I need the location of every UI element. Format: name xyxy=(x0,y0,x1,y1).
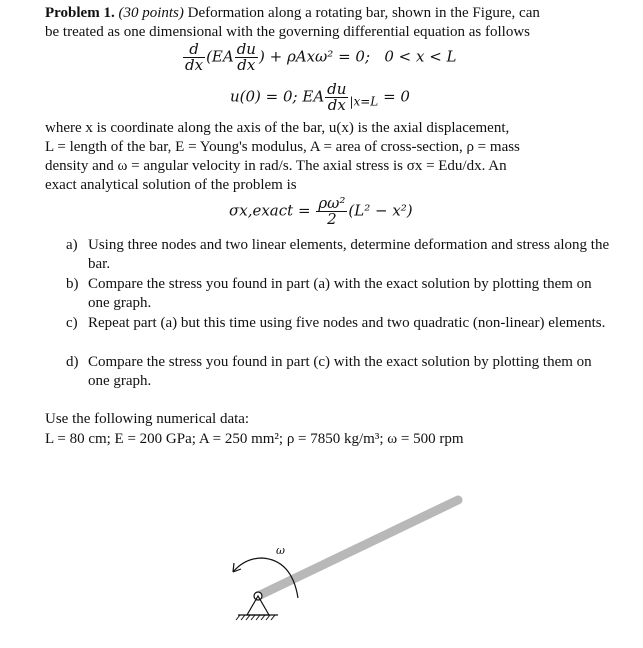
part-a: a) Using three nodes and two linear elements, determine deformation and stress along the bar. xyxy=(66,237,610,272)
bc-derivative: $\frac{du}{dx}$ xyxy=(327,80,347,114)
outer-derivative: $\frac{d}{dx}$ xyxy=(185,40,204,74)
problem-title: Problem 1. xyxy=(45,5,115,21)
inner-derivative: $\frac{du}{dx}$ xyxy=(236,40,256,74)
rotating-bar-figure xyxy=(200,468,480,638)
exact-solution: σx,exact = $\frac{\text{ρω²}}{2}$ (L² − x²) xyxy=(229,194,413,228)
bar xyxy=(258,500,458,596)
omega-label: ω xyxy=(276,544,285,557)
data-values: L = 80 cm; E = 200 GPa; A = 250 mm²; ρ = 7850 kg/m³; ω = 500 rpm xyxy=(45,431,464,447)
part-d: d) Compare the stress you found in part (c) with the exact solution by plotting them on one graph. xyxy=(66,354,592,389)
problem-heading-line-1 xyxy=(45,4,540,23)
boundary-conditions: u(0) = 0; EA $\frac{du}{dx}$ $_{|x=L}$ = 0 xyxy=(230,80,410,114)
part-b: b) Compare the stress you found in part (a) with the exact solution by plotting them on one graph. xyxy=(66,276,592,311)
definition-line-4: exact analytical solution of the problem is xyxy=(45,177,297,193)
exact-lhs: σx,exact xyxy=(229,201,294,220)
ground-hatch xyxy=(236,615,275,620)
exact-fraction: $\frac{\text{ρω²}}{2}$ xyxy=(318,194,346,228)
problem-intro-1: Deformation along a rotating bar, shown in the Figure, can xyxy=(187,5,540,21)
problem-intro-2: be treated as one dimensional with the governing differential equation as follows xyxy=(45,24,531,40)
part-c: c) Repeat part (a) but this time using five nodes and two quadratic (non-linear) elements. xyxy=(66,315,606,331)
data-intro: Use the following numerical data: xyxy=(45,411,250,427)
governing-equation: $\frac{d}{dx}$ (EA $\frac{du}{dx}$ ) + ρAxω² = 0; 0 < x < L xyxy=(185,40,457,74)
definition-line-1: where x is coordinate along the axis of the bar, u(x) is the axial displacement, xyxy=(45,120,510,136)
problem-points: (30 points) xyxy=(118,5,184,21)
definition-line-2: L = length of the bar, E = Young's modulus, A = area of cross-section, ρ = mass xyxy=(45,139,520,155)
domain: 0 < x < L xyxy=(384,47,457,66)
definition-line-3: density and ω = angular velocity in rad/s. The axial stress is σx = Edu/dx. An xyxy=(45,158,507,174)
